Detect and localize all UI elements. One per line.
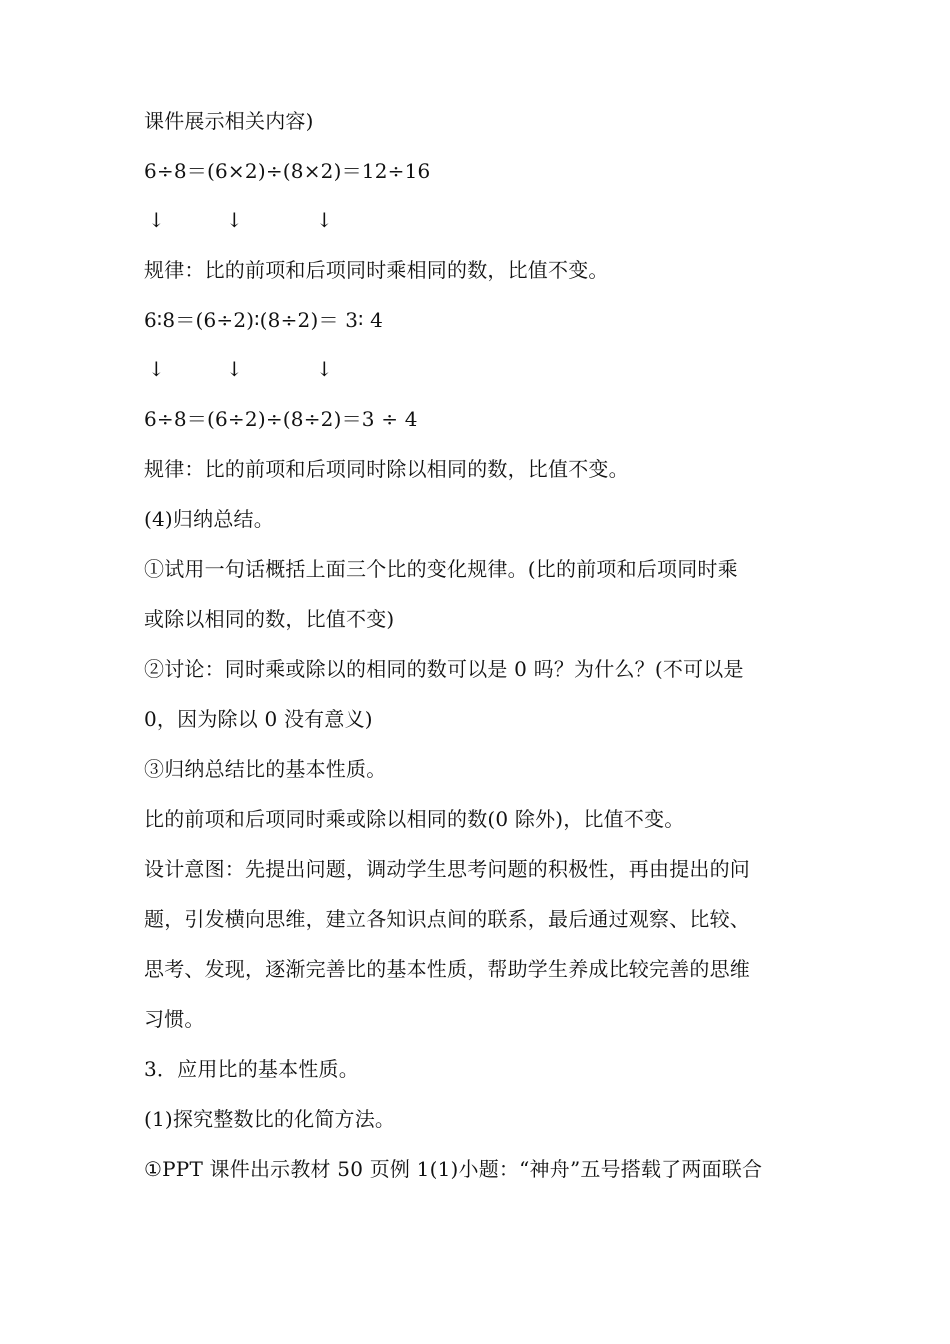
design-intent: 设计意图：先提出问题，调动学生思考问题的积极性，再由提出的问	[144, 857, 750, 881]
section-summary: (4)归纳总结。	[144, 507, 274, 531]
text-line-1: 课件展示相关内容)	[144, 109, 314, 133]
text-line: 思考、发现，逐渐完善比的基本性质，帮助学生养成比较完善的思维	[144, 957, 750, 981]
equation-multiply: 6÷8＝(6×2)÷(8×2)＝12÷16	[144, 159, 431, 183]
text-line: 0，因为除以 0 没有意义)	[144, 707, 373, 731]
down-arrow-icon: ↓	[148, 357, 165, 381]
rule-divide: 规律：比的前项和后项同时除以相同的数，比值不变。	[144, 457, 629, 481]
text-line: 习惯。	[144, 1007, 205, 1031]
down-arrow-icon: ↓	[316, 208, 333, 232]
down-arrow-icon: ↓	[148, 208, 165, 232]
section-heading-3: 3．应用比的基本性质。	[144, 1057, 359, 1081]
equation-divide: 6÷8＝(6÷2)÷(8÷2)＝3 ÷ 4	[144, 407, 418, 431]
rule-multiply: 规律：比的前项和后项同时乘相同的数，比值不变。	[144, 258, 609, 282]
basic-property: 比的前项和后项同时乘或除以相同的数(0 除外)，比值不变。	[144, 807, 685, 831]
subsection-heading: (1)探究整数比的化简方法。	[144, 1107, 396, 1131]
down-arrow-icon: ↓	[226, 208, 243, 232]
text-line: ①PPT 课件出示教材 50 页例 1(1)小题：“神舟”五号搭载了两面联合	[144, 1157, 763, 1181]
text-line: 或除以相同的数，比值不变)	[144, 607, 395, 631]
text-line: ③归纳总结比的基本性质。	[144, 757, 387, 781]
down-arrow-icon: ↓	[226, 357, 243, 381]
text-line: 题，引发横向思维，建立各知识点间的联系，最后通过观察、比较、	[144, 907, 750, 931]
down-arrow-icon: ↓	[316, 357, 333, 381]
text-line: ②讨论：同时乘或除以的相同的数可以是 0 吗？为什么？(不可以是	[144, 657, 744, 681]
text-line: ①试用一句话概括上面三个比的变化规律。(比的前项和后项同时乘	[144, 557, 738, 581]
ratio-divide: 6∶8＝(6÷2)∶(8÷2)＝ 3∶ 4	[144, 308, 384, 332]
